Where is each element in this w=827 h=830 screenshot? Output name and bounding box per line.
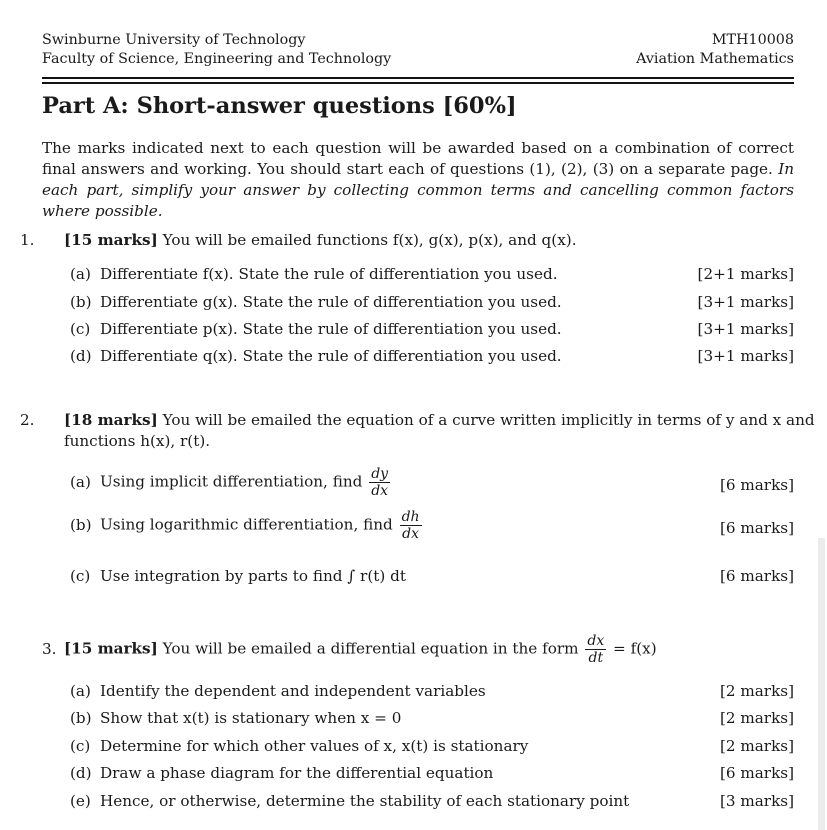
section-title: Part A: Short-answer questions [60%] [42,93,517,119]
intro-paragraph [42,138,794,222]
part-label: (a) [70,472,91,491]
q2-part-b [70,509,794,542]
question-number: 1. [20,231,35,249]
part-label: (b) [70,709,92,727]
q3-part-e [70,791,794,811]
part-marks: [2 marks] [719,709,794,727]
question-marks: [15 marks] [64,231,158,249]
part-marks: [2 marks] [719,737,794,755]
part-text: Using logarithmic differentiation, find [100,515,393,534]
part-text: Use integration by parts to find ∫ r(t) dt [100,567,406,585]
unit-name: Aviation Mathematics [636,51,794,67]
part-marks: [2+1 marks] [697,265,794,283]
faculty-name: Faculty of Science, Engineering and Technology [42,51,392,67]
question-text: You will be emailed a differential equation in the form [162,639,579,658]
differential-fraction [585,633,606,666]
intro-text: The marks indicated next to each question will be awarded based on a combination of correct final answers and working. You should start each of questions (1), (2), (3) on a separate page. [42,139,794,178]
derivative-fraction [400,509,422,542]
question-3 [42,633,794,666]
part-label: (d) [70,764,92,782]
part-marks: [3+1 marks] [697,293,794,311]
part-label: (b) [70,293,92,311]
part-text: Differentiate q(x). State the rule of differentiation you used. [100,347,562,365]
part-label: (c) [70,567,91,585]
question-marks: [15 marks] [64,639,158,658]
part-marks: [6 marks] [719,567,794,585]
q3-part-c [70,736,794,756]
question-2 [20,410,816,452]
derivative-fraction [369,466,390,499]
question-marks: [18 marks] [64,411,158,429]
part-marks: [3+1 marks] [697,347,794,365]
question-number: 2. [20,411,35,429]
part-marks: [6 marks] [719,764,794,782]
question-1 [20,230,816,251]
q2-part-a [70,466,794,499]
q3-part-b [70,708,794,728]
part-label: (c) [70,737,91,755]
part-label: (e) [70,792,91,810]
q1-part-d [70,346,794,366]
question-text: You will be emailed functions f(x), g(x), p(x), and q(x). [162,231,577,249]
part-marks: [6 marks] [719,519,794,537]
part-marks: [3+1 marks] [697,320,794,338]
unit-code: MTH10008 [711,32,794,48]
university-name: Swinburne University of Technology [42,32,306,48]
question-number: 3. [42,639,57,658]
q3-part-a [70,681,794,701]
fraction-numerator: dx [587,633,605,649]
part-text: Determine for which other values of x, x(t) is stationary [100,737,529,755]
part-label: (a) [70,265,91,283]
part-marks: [2 marks] [719,682,794,700]
fraction-denominator: dx [402,526,419,542]
q3-part-d [70,763,794,783]
q1-part-b [70,292,794,312]
part-label: (c) [70,320,91,338]
part-text: Differentiate g(x). State the rule of differentiation you used. [100,293,562,311]
part-text: Differentiate p(x). State the rule of differentiation you used. [100,320,562,338]
q1-part-c [70,319,794,339]
part-label: (d) [70,347,92,365]
part-text: Using implicit differentiation, find [100,472,363,491]
fraction-numerator: dh [401,509,420,525]
fraction-denominator: dx [371,483,389,499]
part-text: Hence, or otherwise, determine the stability of each stationary point [100,792,630,810]
part-text: Differentiate f(x). State the rule of differentiation you used. [100,265,558,283]
header-rule-bottom [42,82,794,84]
fraction-denominator: dt [588,650,604,666]
part-marks: [3 marks] [719,792,794,810]
header-rule-top [42,77,794,79]
part-text: Draw a phase diagram for the differential equation [100,764,494,782]
q1-part-a [70,264,794,284]
header-right [636,31,794,69]
intro-italic-text: In each part, simplify your answer by collecting common terms and cancelling common factors where possible. [42,160,794,220]
part-label: (b) [70,515,92,534]
part-label: (a) [70,682,91,700]
equation-rhs: = f(x) [613,639,657,658]
fraction-numerator: dy [371,466,389,482]
question-text: You will be emailed the equation of a curve written implicitly in terms of y and x and functions h(x), r(t). [64,411,815,450]
scrollbar[interactable] [818,538,825,830]
part-marks: [6 marks] [719,476,794,494]
q2-part-c [70,566,794,586]
part-text: Show that x(t) is stationary when x = 0 [100,709,402,727]
part-text: Identify the dependent and independent variables [100,682,486,700]
header-left [42,31,391,69]
